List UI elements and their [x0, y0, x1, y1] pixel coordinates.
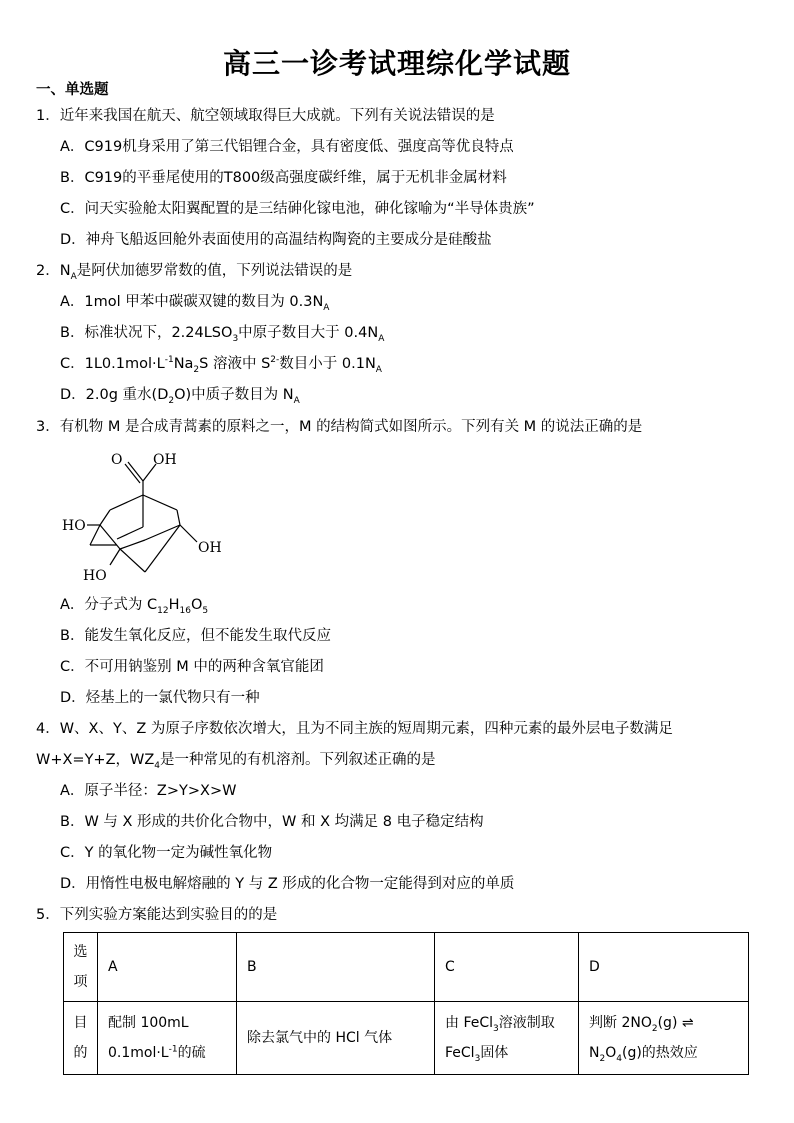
page-title: 高三一诊考试理综化学试题 — [222, 47, 571, 80]
q4-option-b: B．W 与 X 形成的共价化合物中，W 和 X 均满足 8 电子稳定结构 — [60, 814, 484, 830]
molecule-label-ho-bottom: HO — [83, 568, 107, 584]
q2-stem: 2．$N_A$是阿伏加德罗常数的值，下列说法错误的是 — [36, 263, 353, 282]
q5-table — [63, 932, 749, 1075]
molecule-label-carboxyl-oh: OH — [153, 452, 177, 468]
q2-option-c: C．$1L0.1mol\cdot L^{-1}Na_2S$ 溶液中 $S^{2-}$数目小于 $0.1N_A$ — [60, 355, 382, 375]
molecule-label-carbonyl-o: O — [111, 452, 123, 468]
q1-stem: 1．近年来我国在航天、航空领域取得巨大成就。下列有关说法错误的是 — [36, 108, 495, 124]
q2-option-b: B．标准状况下，$2.24LSO_3$中原子数目大于 $0.4N_A$ — [60, 325, 385, 344]
q2-option-d: D．2.0g 重水$(D_2O)$中质子数目为 $N_A$ — [60, 387, 300, 406]
q3-option-b: B．能发生氧化反应，但不能发生取代反应 — [60, 628, 331, 644]
q4-stem-line2: W+X=Y+Z，$WZ_4$是一种常见的有机溶剂。下列叙述正确的是 — [36, 752, 436, 771]
table-cell-c: 由 FeCl$_3$溶液制取 FeCl$_3$固体 — [435, 1002, 579, 1075]
molecule-label-ho-left: HO — [62, 518, 86, 534]
q1-option-d: D．神舟飞船返回舱外表面使用的高温结构陶瓷的主要成分是硅酸盐 — [60, 232, 492, 248]
q4-option-a: A．原子半径：Z>Y>X>W — [60, 783, 237, 799]
table-header-c: C — [435, 933, 579, 1002]
table-cell-a: 配制 100mL $0.1mol\cdot L^{-1}$的硫 — [98, 1002, 237, 1075]
q5-stem: 5．下列实验方案能达到实验目的的是 — [36, 907, 278, 923]
q1-option-b: B．C919的平垂尾使用的T800级高强度碳纤维，属于无机非金属材料 — [60, 170, 507, 186]
q4-option-d: D．用惰性电极电解熔融的 Y 与 Z 形成的化合物一定能得到对应的单质 — [60, 876, 515, 892]
q2-option-a: A．1mol 甲苯中碳碳双键的数目为 $0.3N_A$ — [60, 294, 330, 313]
molecule-structure-diagram — [55, 447, 245, 587]
q1-option-a: A．C919机身采用了第三代铝锂合金，具有密度低、强度高等优良特点 — [60, 139, 514, 155]
q3-stem: 3．有机物 M 是合成青蒿素的原料之一，M 的结构简式如图所示。下列有关 M 的说法正确的是 — [36, 419, 643, 435]
q3-option-c: C．不可用钠鉴别 M 中的两种含氧官能团 — [60, 659, 324, 675]
q4-stem-line1: 4．W、X、Y、Z 为原子序数依次增大，且为不同主族的短周期元素，四种元素的最外层电子数满足 — [36, 721, 673, 737]
table-header-b: B — [237, 933, 435, 1002]
table-header-label: 选 项 — [64, 933, 98, 1002]
q3-option-a: A．分子式为 $C_{12}H_{16}O_5$ — [60, 597, 209, 616]
molecule-label-oh-right: OH — [198, 540, 222, 556]
table-header-a: A — [98, 933, 237, 1002]
q1-option-c: C．问天实验舱太阳翼配置的是三结砷化镓电池，砷化镓喻为“半导体贵族” — [60, 201, 535, 217]
table-header-d: D — [579, 933, 749, 1002]
table-cell-b: 除去氯气中的 HCl 气体 — [237, 1002, 435, 1075]
table-row — [64, 1002, 749, 1075]
section-heading: 一、单选题 — [36, 82, 109, 98]
q3-option-d: D．烃基上的一氯代物只有一种 — [60, 690, 260, 706]
table-row-label: 目 的 — [64, 1002, 98, 1075]
table-row — [64, 933, 749, 1002]
q4-option-c: C．Y 的氧化物一定为碱性氧化物 — [60, 845, 273, 861]
table-cell-d: 判断 $2NO_2(g)$ ⇌ $N_2O_4(g)$的热效应 — [579, 1002, 749, 1075]
